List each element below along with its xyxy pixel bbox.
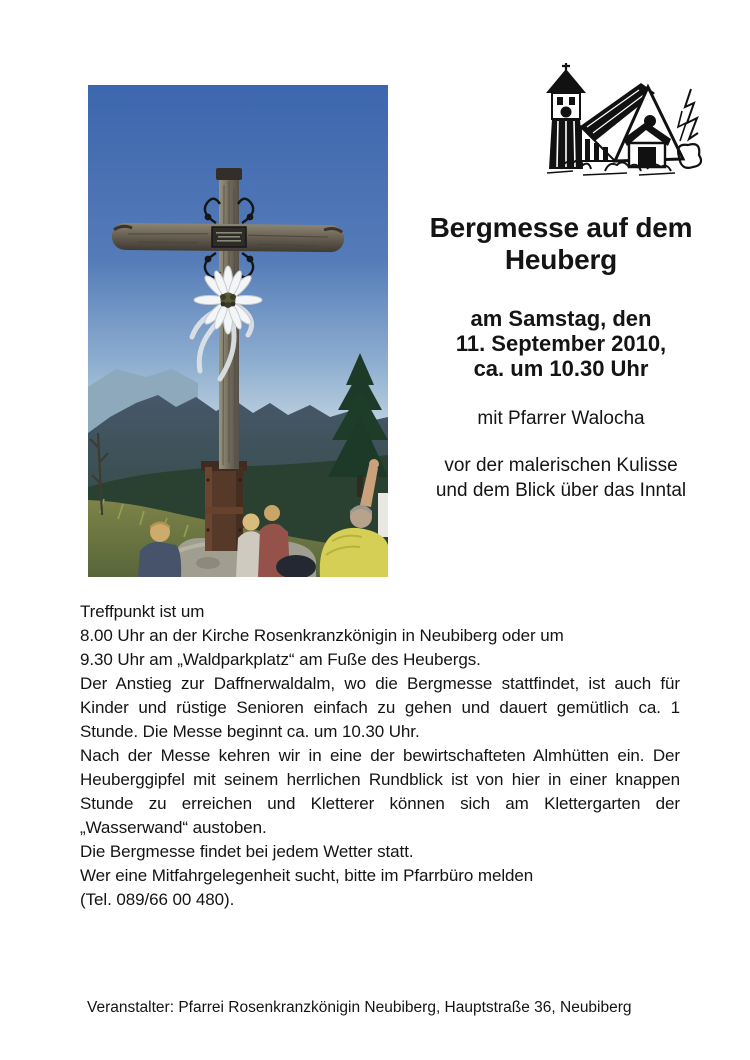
date-line-3: ca. um 10.30 Uhr <box>473 356 649 381</box>
paragraph-weather: Die Bergmesse findet bei jedem Wetter statt. <box>80 842 414 861</box>
date-line-2: 11. September 2010, <box>455 331 667 356</box>
paragraph-after-mass: Nach der Messe kehren wir in eine der bewirtschafteten Almhütten ein. Der Heuberggipfel mit seinem herrlichen Rundblick ist von hier in einer knappen Stunde zu erreichen und Kletterer können sich am Klettergarten der „Wasserwand“ austoben. <box>80 746 680 837</box>
body-text <box>80 600 680 912</box>
title-line-1: Bergmesse auf dem <box>429 212 693 243</box>
partial-figure-right <box>378 493 388 537</box>
scenery-line-1: vor der malerischen Kulisse <box>444 455 678 476</box>
organizer-footer: Veranstalter: Pfarrei Rosenkranzkönigin Neubiberg, Hauptstraße 36, Neubiberg <box>87 999 632 1016</box>
scenery-lines <box>413 453 709 503</box>
title-line-2: Heuberg <box>504 244 618 275</box>
date-line-1: am Samstag, den <box>470 306 652 331</box>
memorial-plaque <box>212 227 246 247</box>
event-date <box>413 306 709 381</box>
paragraph-meeting-point: Treffpunkt ist um 8.00 Uhr an der Kirche Rosenkranzkönigin in Neubiberg oder um 9.30 Uhr am „Waldparkplatz“ am Fuße des Heubergs. <box>80 602 564 669</box>
paragraph-ascent: Der Anstieg zur Daffnerwaldalm, wo die Bergmesse stattfindet, ist auch für Kinder und rüstige Senioren einfach zu gehen und dauert gemütlich ca. 1 Stunde. Die Messe beginnt ca. um 10.30 Uhr. <box>80 674 680 741</box>
celebrant-line: mit Pfarrer Walocha <box>477 408 645 429</box>
page-title <box>413 212 709 276</box>
summit-cross-photo <box>88 85 388 577</box>
paragraph-carpool: Wer eine Mitfahrgelegenheit sucht, bitte im Pfarrbüro melden (Tel. 089/66 00 480). <box>80 866 534 909</box>
announcement-column <box>413 212 709 503</box>
scenery-line-2: und dem Blick über das Inntal <box>435 480 687 501</box>
church-sketch-icon <box>543 60 703 180</box>
